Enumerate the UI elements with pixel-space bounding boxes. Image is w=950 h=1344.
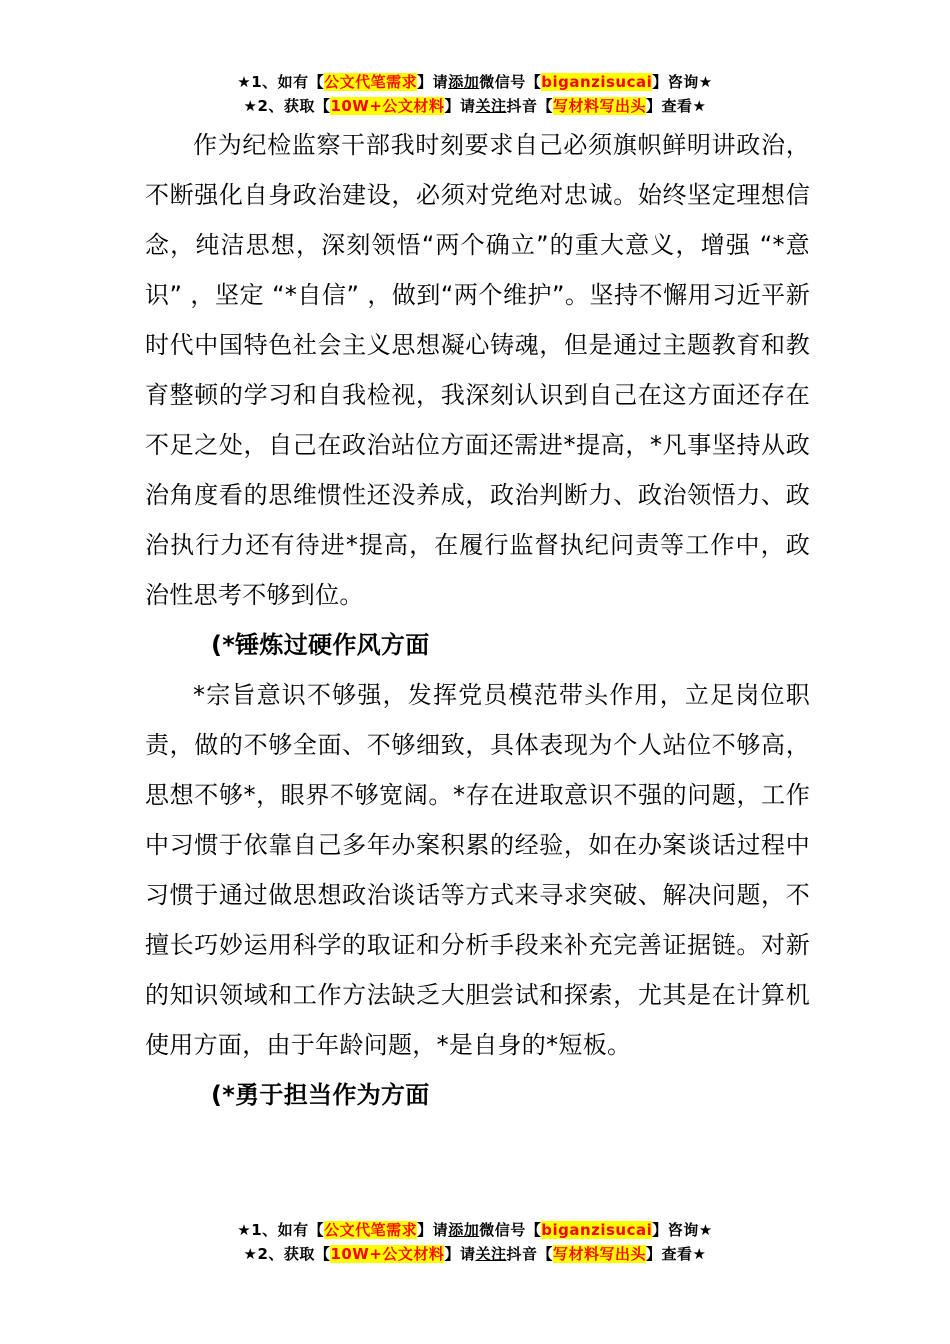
document-body xyxy=(145,120,810,1120)
paragraph-political: 作为纪检监察干部我时刻要求自己必须旗帜鲜明讲政治，不断强化自身政治建设，必须对党绝对忠诚。始终坚定理想信念，纯洁思想，深刻领悟“两个确立”的重大意义，增强 “*意识” ，坚定 “*自信” ，做到“两个维护”。坚持不懈用习近平新时代中国特色社会主义思想凝心铸魂，但是通过主题教育和教育整顿的学习和自我检视，我深刻认识到自己在这方面还存在不足之处，自己在政治站位方面还需进*提高，*凡事坚持从政治角度看的思维惯性还没养成，政治判断力、政治领悟力、政治执行力还有待进*提高，在履行监督执纪问责等工作中，政治性思考不够到位。 xyxy=(145,131,810,609)
ad-underline: 添加 xyxy=(448,73,480,91)
ad-text: 抖音【 xyxy=(506,97,553,115)
ad-text: 】请 xyxy=(444,97,476,115)
ad-highlight: 10W+公文材料 xyxy=(330,1245,445,1263)
header-ad-line-1 xyxy=(0,70,950,94)
ad-text: 】查看★ xyxy=(646,1245,707,1263)
paragraph-style: *宗旨意识不够强，发挥党员模范带头作用，立足岗位职责，做的不够全面、不够细致，具体表现为个人站位不够高，思想不够*，眼界不够宽阔。*存在进取意识不强的问题，工作中习惯于依靠自己多年办案积累的经验，如在办案谈话过程中习惯于通过做思想政治谈话等方式来寻求突破、解决问题，不擅长巧妙运用科学的取证和分析手段来补充完善证据链。对新的知识领域和工作方法缺乏大胆尝试和探索，尤其是在计算机使用方面，由于年龄问题，*是自身的*短板。 xyxy=(145,681,810,1059)
ad-text: ★2、获取【 xyxy=(243,97,331,115)
ad-underline: 关注 xyxy=(475,1245,507,1263)
ad-text: ★1、如有【 xyxy=(237,73,325,91)
ad-text: ★1、如有【 xyxy=(237,1221,325,1239)
ad-text: 微信号【 xyxy=(479,1221,542,1239)
ad-highlight: 公文代笔需求 xyxy=(324,73,418,91)
section-heading-style: (*锤炼过硬作风方面 xyxy=(211,631,430,659)
ad-text: ★2、获取【 xyxy=(243,1245,331,1263)
ad-text: 】请 xyxy=(417,1221,449,1239)
ad-text: 】请 xyxy=(444,1245,476,1263)
ad-text: 抖音【 xyxy=(506,1245,553,1263)
ad-highlight-douyin: 写材料写出头 xyxy=(552,97,646,115)
ad-highlight-douyin: 写材料写出头 xyxy=(552,1245,646,1263)
ad-text: 】请 xyxy=(417,73,449,91)
ad-underline: 添加 xyxy=(448,1221,480,1239)
section-heading-responsibility: (*勇于担当作为方面 xyxy=(211,1081,430,1109)
footer-ad-line-2 xyxy=(0,1242,950,1266)
ad-text: 】咨询★ xyxy=(652,73,713,91)
ad-highlight: 公文代笔需求 xyxy=(324,1221,418,1239)
ad-highlight: 10W+公文材料 xyxy=(330,97,445,115)
ad-highlight-wechat: biganzisucai xyxy=(541,1221,653,1239)
header-ad-line-2 xyxy=(0,94,950,118)
ad-text: 微信号【 xyxy=(479,73,542,91)
ad-highlight-wechat: biganzisucai xyxy=(541,73,653,91)
ad-underline: 关注 xyxy=(475,97,507,115)
ad-text: 】查看★ xyxy=(646,97,707,115)
ad-text: 】咨询★ xyxy=(652,1221,713,1239)
footer-ad-line-1 xyxy=(0,1218,950,1242)
